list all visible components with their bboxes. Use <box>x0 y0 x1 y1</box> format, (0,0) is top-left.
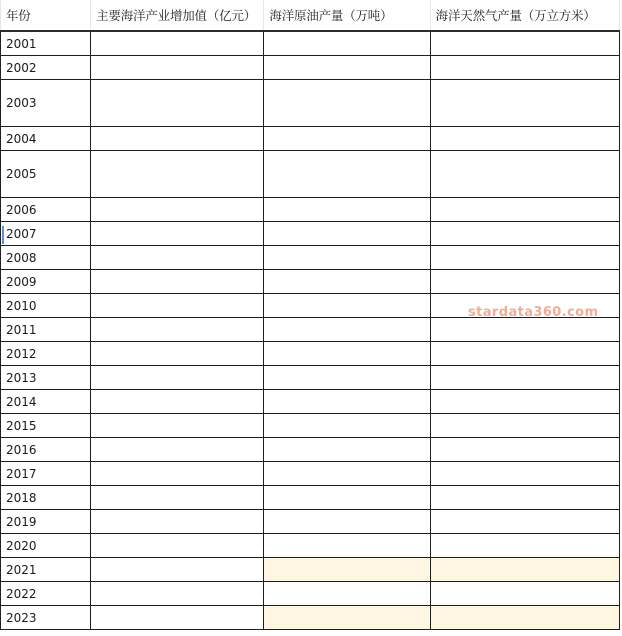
cell-marine-natural-gas-output[interactable] <box>430 582 619 606</box>
cell-year[interactable]: 2003 <box>1 80 91 127</box>
cell-marine-crude-oil-output[interactable] <box>264 558 430 582</box>
table-row <box>1 606 620 630</box>
cell-marine-natural-gas-output[interactable] <box>430 151 619 198</box>
cell-marine-industry-value[interactable] <box>91 414 264 438</box>
cell-marine-industry-value[interactable] <box>91 558 264 582</box>
cell-year[interactable]: 2007 <box>1 222 91 246</box>
cell-year[interactable]: 2008 <box>1 246 91 270</box>
cell-marine-natural-gas-output[interactable] <box>430 462 619 486</box>
table-row <box>1 198 620 222</box>
cell-year[interactable]: 2010 <box>1 294 91 318</box>
cell-marine-crude-oil-output[interactable] <box>264 414 430 438</box>
cell-marine-industry-value[interactable] <box>91 486 264 510</box>
cell-marine-natural-gas-output[interactable] <box>430 510 619 534</box>
table-row <box>1 510 620 534</box>
header-marine-industry-value[interactable]: 主要海洋产业增加值（亿元） <box>91 0 264 31</box>
table-row <box>1 270 620 294</box>
cell-marine-industry-value[interactable] <box>91 80 264 127</box>
header-marine-natural-gas-output[interactable]: 海洋天然气产量（万立方米） <box>430 0 619 31</box>
cell-marine-industry-value[interactable] <box>91 270 264 294</box>
cell-year[interactable]: 2004 <box>1 127 91 151</box>
table-row <box>1 558 620 582</box>
cell-marine-natural-gas-output[interactable] <box>430 222 619 246</box>
cell-marine-crude-oil-output[interactable] <box>264 342 430 366</box>
active-cell-marker <box>2 226 4 244</box>
table-row <box>1 151 620 198</box>
cell-marine-crude-oil-output[interactable] <box>264 270 430 294</box>
cell-marine-industry-value[interactable] <box>91 198 264 222</box>
cell-marine-industry-value[interactable] <box>91 510 264 534</box>
cell-year[interactable]: 2021 <box>1 558 91 582</box>
cell-year[interactable]: 2023 <box>1 606 91 630</box>
table-row <box>1 582 620 606</box>
table-row <box>1 318 620 342</box>
cell-year[interactable]: 2005 <box>1 151 91 198</box>
cell-marine-industry-value[interactable] <box>91 606 264 630</box>
cell-marine-crude-oil-output[interactable] <box>264 56 430 80</box>
cell-marine-industry-value[interactable] <box>91 582 264 606</box>
cell-marine-crude-oil-output[interactable] <box>264 510 430 534</box>
cell-marine-crude-oil-output[interactable] <box>264 294 430 318</box>
header-row <box>1 0 620 31</box>
cell-year[interactable]: 2020 <box>1 534 91 558</box>
cell-marine-crude-oil-output[interactable] <box>264 606 430 630</box>
cell-year[interactable]: 2001 <box>1 31 91 56</box>
header-year[interactable]: 年份 <box>1 0 91 31</box>
cell-marine-crude-oil-output[interactable] <box>264 31 430 56</box>
cell-marine-natural-gas-output[interactable] <box>430 486 619 510</box>
cell-year[interactable]: 2014 <box>1 390 91 414</box>
cell-marine-natural-gas-output[interactable] <box>430 414 619 438</box>
cell-marine-industry-value[interactable] <box>91 438 264 462</box>
cell-marine-crude-oil-output[interactable] <box>264 534 430 558</box>
cell-marine-natural-gas-output[interactable] <box>430 198 619 222</box>
cell-marine-natural-gas-output[interactable] <box>430 390 619 414</box>
cell-year[interactable]: 2006 <box>1 198 91 222</box>
cell-marine-natural-gas-output[interactable] <box>430 56 619 80</box>
cell-marine-crude-oil-output[interactable] <box>264 366 430 390</box>
cell-year[interactable]: 2002 <box>1 56 91 80</box>
table-row <box>1 366 620 390</box>
table-row <box>1 222 620 246</box>
cell-marine-crude-oil-output[interactable] <box>264 151 430 198</box>
cell-year[interactable]: 2013 <box>1 366 91 390</box>
cell-marine-natural-gas-output[interactable] <box>430 127 619 151</box>
cell-marine-natural-gas-output[interactable] <box>430 318 619 342</box>
cell-year[interactable]: 2018 <box>1 486 91 510</box>
cell-marine-natural-gas-output[interactable] <box>430 534 619 558</box>
cell-year[interactable]: 2012 <box>1 342 91 366</box>
header-marine-crude-oil-output[interactable]: 海洋原油产量（万吨） <box>264 0 430 31</box>
table-row <box>1 486 620 510</box>
cell-marine-natural-gas-output[interactable] <box>430 342 619 366</box>
cell-year[interactable]: 2011 <box>1 318 91 342</box>
table-row <box>1 462 620 486</box>
cell-year[interactable]: 2017 <box>1 462 91 486</box>
cell-marine-industry-value[interactable] <box>91 222 264 246</box>
cell-marine-crude-oil-output[interactable] <box>264 222 430 246</box>
cell-marine-industry-value[interactable] <box>91 127 264 151</box>
cell-marine-industry-value[interactable] <box>91 318 264 342</box>
cell-marine-crude-oil-output[interactable] <box>264 318 430 342</box>
cell-marine-industry-value[interactable] <box>91 342 264 366</box>
cell-marine-natural-gas-output[interactable] <box>430 246 619 270</box>
cell-year[interactable]: 2016 <box>1 438 91 462</box>
cell-marine-crude-oil-output[interactable] <box>264 582 430 606</box>
cell-marine-natural-gas-output[interactable] <box>430 80 619 127</box>
cell-marine-natural-gas-output[interactable] <box>430 606 619 630</box>
cell-marine-industry-value[interactable] <box>91 56 264 80</box>
cell-marine-natural-gas-output[interactable] <box>430 270 619 294</box>
cell-marine-crude-oil-output[interactable] <box>264 390 430 414</box>
cell-marine-industry-value[interactable] <box>91 151 264 198</box>
table-row <box>1 127 620 151</box>
cell-marine-crude-oil-output[interactable] <box>264 80 430 127</box>
cell-year[interactable]: 2022 <box>1 582 91 606</box>
table-row <box>1 534 620 558</box>
table-row <box>1 246 620 270</box>
cell-marine-crude-oil-output[interactable] <box>264 246 430 270</box>
cell-marine-crude-oil-output[interactable] <box>264 438 430 462</box>
watermark: stardata360.com <box>468 305 599 320</box>
cell-marine-industry-value[interactable] <box>91 294 264 318</box>
table-row <box>1 31 620 56</box>
cell-year[interactable]: 2015 <box>1 414 91 438</box>
table-row <box>1 438 620 462</box>
cell-marine-crude-oil-output[interactable] <box>264 486 430 510</box>
cell-marine-crude-oil-output[interactable] <box>264 127 430 151</box>
table-row <box>1 390 620 414</box>
cell-year[interactable]: 2019 <box>1 510 91 534</box>
cell-marine-natural-gas-output[interactable] <box>430 438 619 462</box>
cell-marine-industry-value[interactable] <box>91 390 264 414</box>
cell-marine-industry-value[interactable] <box>91 246 264 270</box>
table-body <box>1 31 620 630</box>
table-row <box>1 342 620 366</box>
cell-marine-industry-value[interactable] <box>91 366 264 390</box>
cell-marine-crude-oil-output[interactable] <box>264 198 430 222</box>
cell-year[interactable]: 2009 <box>1 270 91 294</box>
cell-marine-industry-value[interactable] <box>91 462 264 486</box>
cell-marine-natural-gas-output[interactable] <box>430 558 619 582</box>
cell-marine-natural-gas-output[interactable] <box>430 366 619 390</box>
cell-marine-natural-gas-output[interactable] <box>430 31 619 56</box>
table-row <box>1 56 620 80</box>
cell-marine-crude-oil-output[interactable] <box>264 462 430 486</box>
cell-marine-industry-value[interactable] <box>91 31 264 56</box>
table-row <box>1 414 620 438</box>
table-row <box>1 80 620 127</box>
cell-marine-industry-value[interactable] <box>91 534 264 558</box>
